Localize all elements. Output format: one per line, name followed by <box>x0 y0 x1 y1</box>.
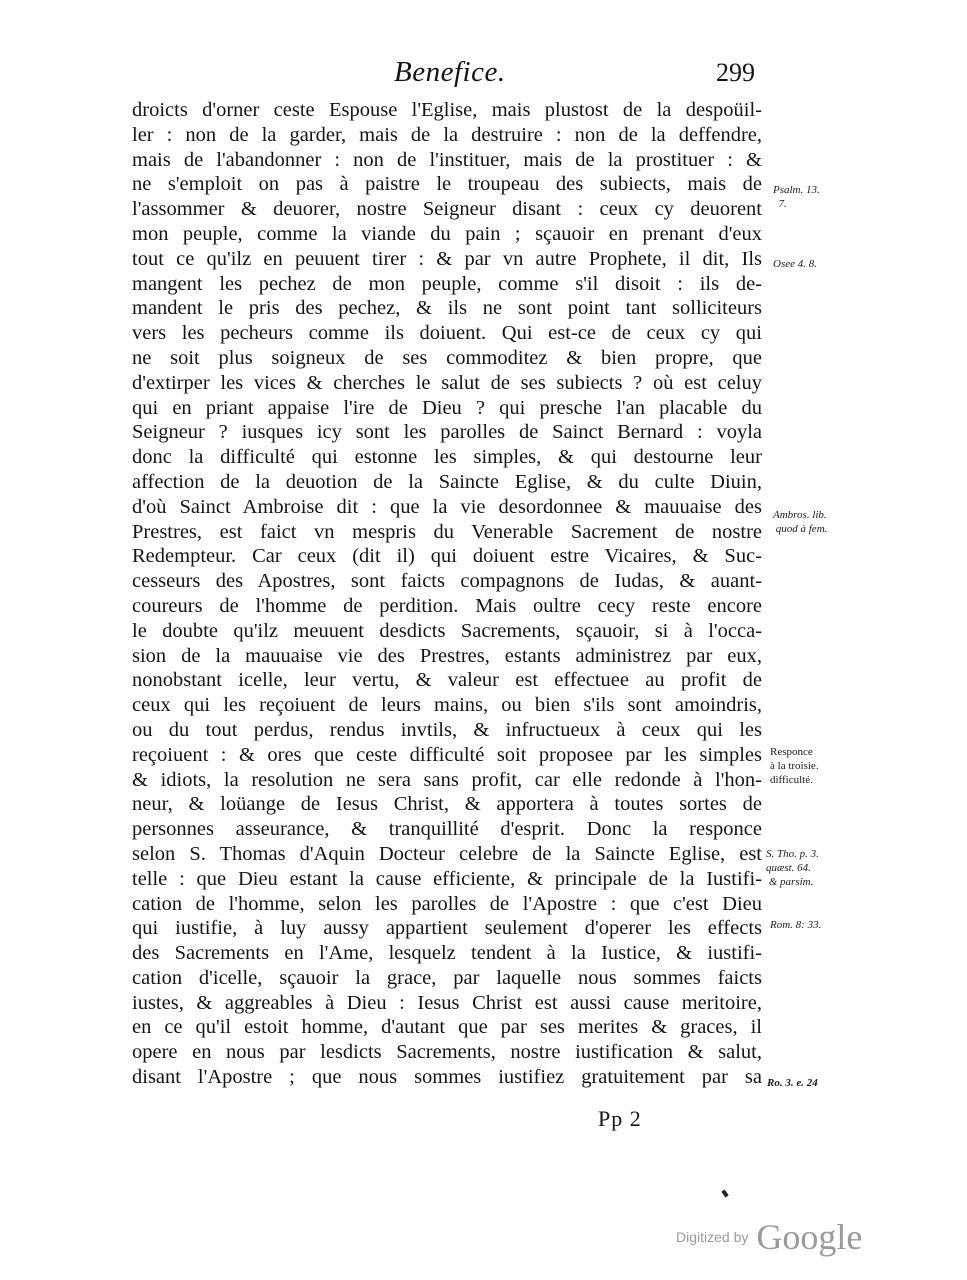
margin-note-response: Responce à la troisie. difficulté. <box>770 746 819 786</box>
digitized-watermark <box>676 1216 862 1258</box>
margin-note-ambroise: Ambros. lib. quod à fem. <box>773 509 828 535</box>
text-line: d'où Sainct Ambroise dit : que la vie desordonnee & mauuaise des <box>132 495 762 518</box>
text-line: cation de l'homme, selon les parolles de l'Apostre : que c'est Dieu <box>132 892 762 915</box>
text-line: reçoiuent : & ores que ceste difficulté soit proposee par les simples <box>132 743 762 766</box>
text-line: ler : non de la garder, mais de la destruire : non de la deffendre, <box>132 123 762 146</box>
text-line: ou du tout perdus, rendus invtils, & infructueux à ceux qui les <box>132 718 762 741</box>
text-line: coureurs de l'homme de perdition. Mais oultre cecy reste encore <box>132 594 762 617</box>
text-line: neur, & loüange de Iesus Christ, & apportera à toutes sortes de <box>132 793 762 816</box>
margin-note-romans: Rom. 8: 33. <box>770 919 822 931</box>
text-line: tout ce qu'ilz en peuuent tirer : & par vn autre Prophete, il dit, Ils <box>132 247 762 270</box>
body-text <box>132 98 762 1090</box>
text-line: nonobstant icelle, leur vertu, & valeur est effectuee au profit de <box>132 669 762 692</box>
margin-note-thomas: S. Tho. p. 3. quæst. 64. & parsim. <box>766 848 819 888</box>
text-line: l'assommer & deuorer, nostre Seigneur disant : ceux cy deuorent <box>132 198 762 221</box>
margin-note-psalm: Psalm. 13. 7. <box>773 184 820 210</box>
text-line: personnes asseurance, & tranquillité d'esprit. Donc la responce <box>132 818 762 841</box>
text-line: donc la difficulté qui estonne les simples, & qui destourne leur <box>132 446 762 469</box>
text-line: Seigneur ? iusques icy sont les parolles de Sainct Bernard : voyla <box>132 421 762 444</box>
text-line: & idiots, la resolution ne sera sans profit, car elle redonde à l'hon- <box>132 768 762 791</box>
page-number: 299 <box>716 58 755 87</box>
text-line: le doubte qu'ilz meuuent desdicts Sacrements, sçauoir, si à l'occa- <box>132 619 762 642</box>
text-line: opere en nous par lesdicts Sacrements, nostre iustification & salut, <box>132 1041 762 1064</box>
text-line: des Sacrements en l'Ame, lesquelz tendent à la Iustice, & iustifi- <box>132 942 762 965</box>
text-line: d'extirper les vices & cherches le salut de ses subiects ? où est celuy <box>132 371 762 394</box>
watermark-brand: Google <box>756 1217 863 1257</box>
text-line: droicts d'orner ceste Espouse l'Eglise, mais plustost de la despoüil- <box>132 99 762 121</box>
text-line: selon S. Thomas d'Aquin Docteur celebre de la Saincte Eglise, est <box>132 842 762 865</box>
running-title: Benefice. <box>394 56 506 88</box>
text-line: cesseurs des Apostres, sont faicts compagnons de Iudas, & auant- <box>132 570 762 593</box>
text-line: sion de la mauuaise vie des Prestres, estants administrez par eux, <box>132 644 762 667</box>
text-line: ne s'emploit on pas à paistre le troupeau des subiects, mais de <box>132 173 762 196</box>
text-line: affection de la deuotion de la Saincte Eglise, & du culte Diuin, <box>132 470 762 493</box>
text-line: Prestres, est faict vn mespris du Venerable Sacrement de nostre <box>132 520 762 543</box>
margin-note-osee: Osee 4. 8. <box>773 258 817 270</box>
text-line: telle : que Dieu estant la cause efficiente, & principale de la Iustifi- <box>132 867 762 890</box>
text-line: vers les pecheurs comme ils doiuent. Qui est-ce de ceux cy qui <box>132 322 762 345</box>
text-line: Redempteur. Car ceux (dit il) qui doiuent estre Vicaires, & Suc- <box>132 545 762 568</box>
signature-mark: Pp 2 <box>598 1106 642 1131</box>
text-line: mon peuple, comme la viande du pain ; sçauoir en prenant d'eux <box>132 222 762 245</box>
text-line: mangent les pechez de mon peuple, comme s'il disoit : ils de- <box>132 272 762 295</box>
margin-note-romans-3: Ro. 3. e. 24 <box>767 1077 818 1089</box>
text-line: iustes, & aggreables à Dieu : Iesus Christ est aussi cause meritoire, <box>132 991 762 1014</box>
text-line: disant l'Apostre ; que nous sommes iustifiez gratuitement par sa <box>132 1066 762 1089</box>
text-line: mais de l'abandonner : non de l'instituer, mais de la prostituer : & <box>132 148 762 171</box>
text-line: qui iustifie, à luy aussy appartient seulement d'operer les effects <box>132 917 762 940</box>
text-line: ne soit plus soigneux de ses commoditez & bien propre, que <box>132 346 762 369</box>
text-line: en ce qu'il estoit homme, d'autant que par ses merites & graces, il <box>132 1016 762 1039</box>
text-line: cation d'icelle, sçauoir la grace, par laquelle nous sommes faicts <box>132 966 762 989</box>
watermark-prefix: Digitized by <box>676 1229 749 1245</box>
text-line: qui en priant appaise l'ire de Dieu ? qui presche l'an placable du <box>132 396 762 419</box>
ink-speck <box>721 1189 728 1197</box>
text-line: ceux qui les reçoiuent de leurs mains, ou bien s'ils sont amoindris, <box>132 694 762 717</box>
text-line: mandent le pris des pechez, & ils ne sont point tant solliciteurs <box>132 297 762 320</box>
